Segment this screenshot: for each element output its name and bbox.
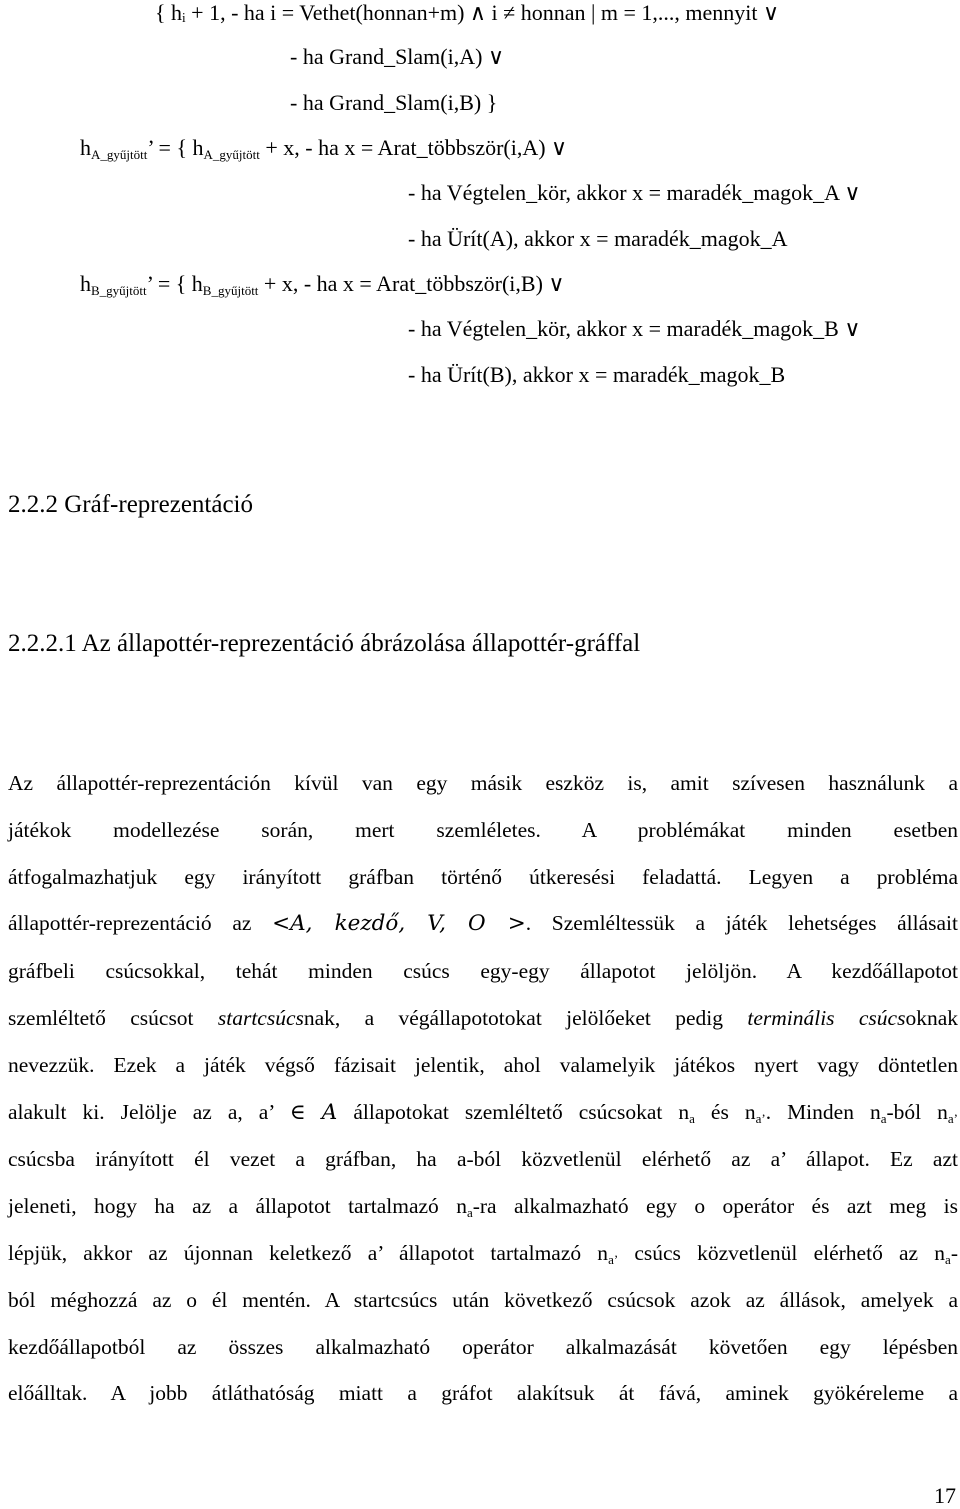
state-space-tuple: <A, kezdő, V, O > [272, 911, 526, 937]
paragraph-line: alakult ki. Jelölje az a, a’ ∈ A állapotokat szemléltető csúcsokat $n_a$ és $n_{a’}$. Minden $n_a$-ból $n_{a’}$ [8, 1099, 958, 1126]
formula-line-6: - ha Ürít(A), akkor x = maradék_magok_A [408, 226, 788, 251]
term-startcsucs: startcsúcs [217, 1005, 304, 1030]
paragraph-line: csúcsba irányított él vezet a gráfban, ha a-ból közvetlenül elérhető az a’ állapot. Ez azt [8, 1147, 958, 1172]
paragraph-line: Az állapottér-reprezentáción kívül van egy másik eszköz is, amit szívesen használunk a [8, 771, 958, 795]
formula-line-8: - ha Végtelen_kör, akkor x = maradék_magok_B ∨ [408, 316, 861, 341]
formula-line-9: - ha Ürít(B), akkor x = maradék_magok_B [408, 362, 786, 387]
formula-line-2: - ha Grand_Slam(i,A) ∨ [290, 44, 505, 69]
page-number: 17 [934, 1483, 956, 1508]
paragraph-line: kezdőállapotból az összes alkalmazható operátor alkalmazását követően egy lépésben [8, 1334, 958, 1359]
subsection-heading: 2.2.2.1 Az állapottér-reprezentáció ábrázolása állapottér-gráffal [8, 630, 641, 657]
paragraph-line: szemléltető csúcsot startcsúcsnak, a végállapototokat jelölőeket pedig terminális csúcsoknak [8, 1005, 958, 1030]
paragraph-line: nevezzük. Ezek a játék végső fázisait jelentik, ahol valamelyik játékos nyert vagy döntetlen [8, 1052, 958, 1077]
formula-line-4: $h_{A\_gyűjtött}$’ = { $h_{A\_gyűjtött} + x$, - ha x = Arat_többször(i,A) ∨ [80, 135, 568, 162]
paragraph-line: lépjük, akkor az újonnan keletkező a’ állapotot tartalmazó $n_{a’}$ csúcs közvetlenül elérhető az $n_a-$ [8, 1240, 958, 1267]
formula-line-3: - ha Grand_Slam(i,B) } [290, 90, 498, 115]
formula-line-5: - ha Végtelen_kör, akkor x = maradék_magok_A ∨ [408, 180, 861, 205]
paragraph-line: ból méghozzá az o él mentén. A startcsúcs után következő csúcsok azok az állások, amelyek a [8, 1287, 958, 1312]
paragraph-line: átfogalmazhatjuk egy irányított gráfban történő útkeresési feladattá. Legyen a probléma [8, 864, 958, 889]
paragraph-line: gráfbeli csúcsokkal, tehát minden csúcs egy-egy állapotot jelöljön. A kezdőállapotot [8, 959, 958, 984]
term-terminalis-csucs: terminális csúcs [747, 1005, 906, 1030]
section-heading: 2.2.2 Gráf-reprezentáció [8, 491, 253, 518]
paragraph-line: játékok modellezése során, mert szemléletes. A problémákat minden esetben [8, 817, 958, 842]
formula-line-7: $h_{B\_gyűjtött}$’ = { $h_{B\_gyűjtött} + x$, - ha x = Arat_többször(i,B) ∨ [80, 271, 565, 298]
paragraph-line: előálltak. A jobb átláthatóság miatt a gráfot alakítsuk át fává, aminek gyökéreleme a [8, 1381, 958, 1406]
paragraph-line: jeleneti, hogy ha az a állapotot tartalmazó $n_a-ra$ alkalmazható egy o operátor és azt meg is [8, 1194, 958, 1221]
formula-line-1: { hᵢ + 1, - ha i = Vethet(honnan+m) ∧ i ≠ honnan | m = 1,..., mennyit ∨ [155, 0, 780, 25]
body-paragraph [8, 760, 958, 1417]
paragraph-line: állapottér-reprezentáció az <A, kezdő, V, O >. Szemléltessük a játék lehetséges állásait [8, 911, 958, 937]
